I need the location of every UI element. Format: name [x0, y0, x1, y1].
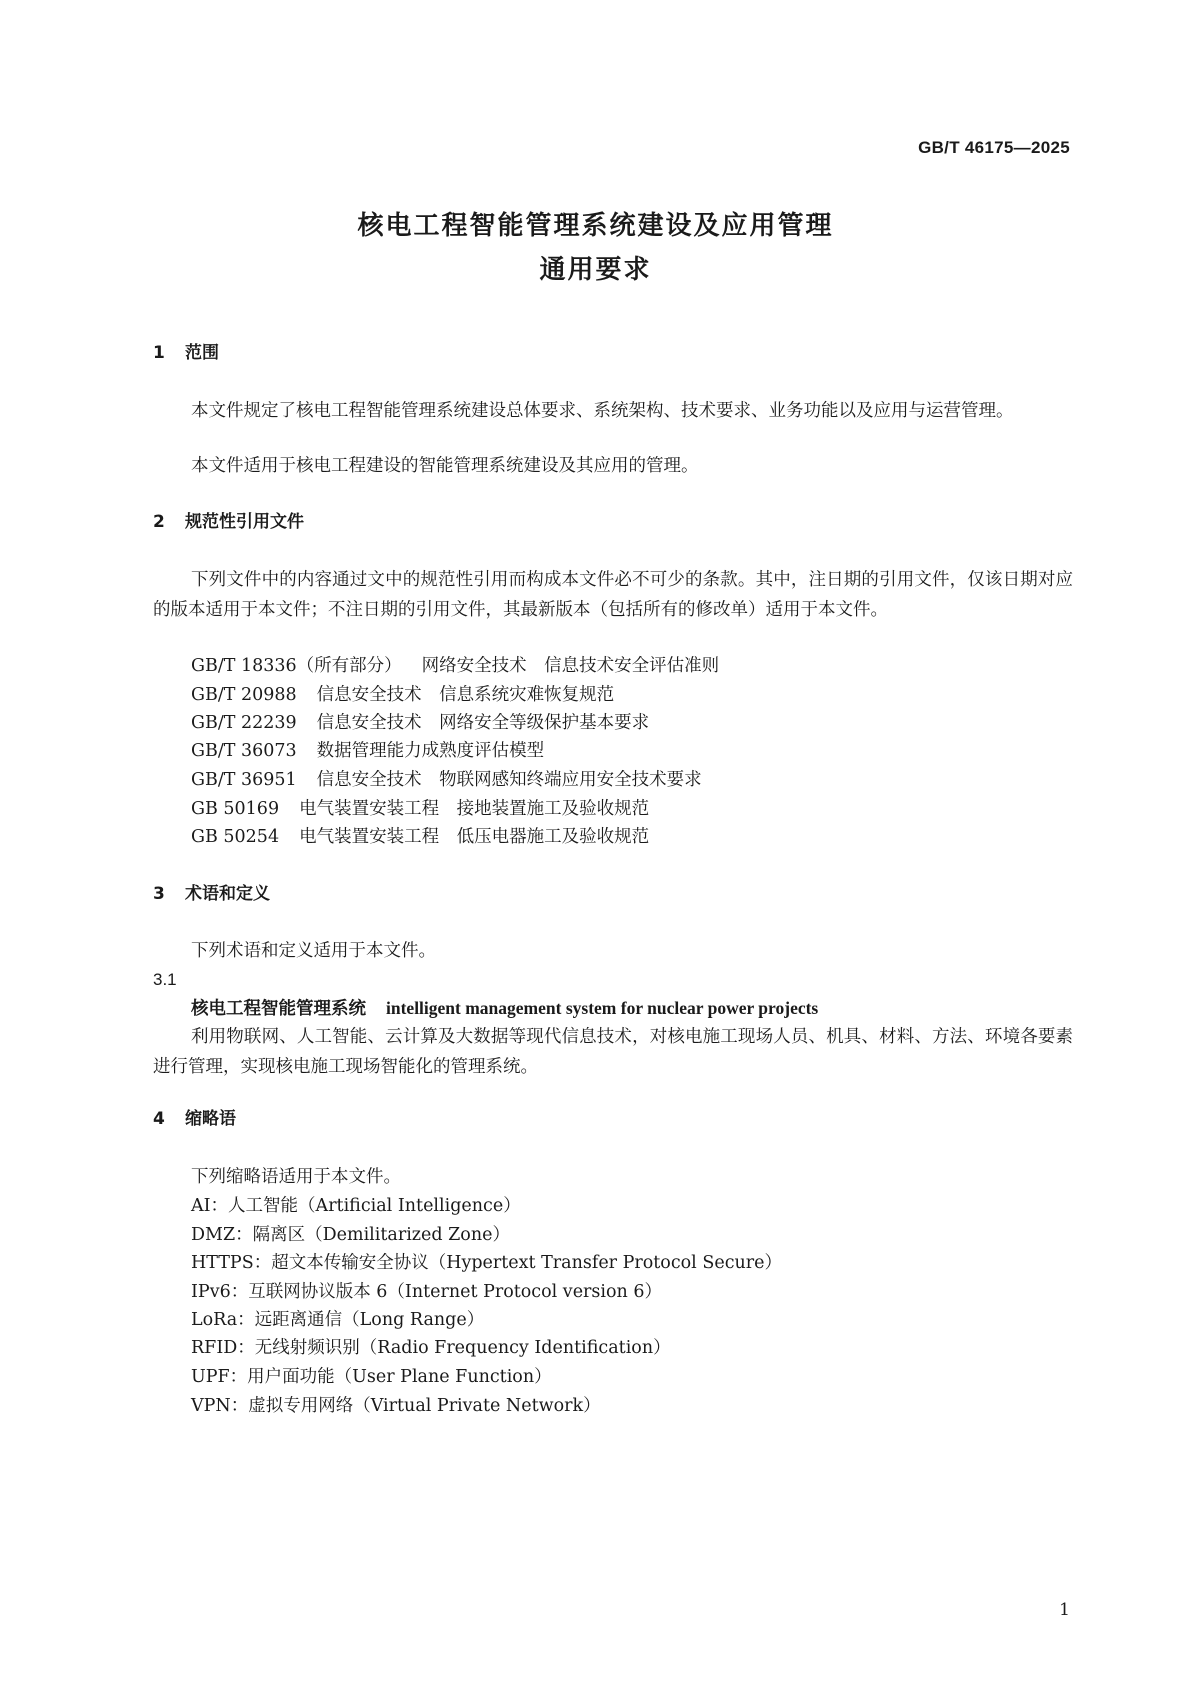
section-3-intro: 下列术语和定义适用于本文件。	[191, 941, 436, 961]
reference-title: 电气装置安装工程 接地装置施工及验收规范	[299, 799, 650, 819]
reference-code: GB/T 36073	[191, 741, 297, 761]
section-4-intro: 下列缩略语适用于本文件。	[191, 1167, 401, 1187]
reference-title: 网络安全技术 信息技术安全评估准则	[421, 656, 720, 676]
reference-code: GB/T 22239	[191, 713, 297, 733]
page-number: 1	[1059, 1600, 1070, 1620]
reference-item	[191, 736, 544, 766]
section-title: 缩略语	[185, 1109, 236, 1129]
section-number: 1	[153, 343, 165, 363]
reference-title: 信息安全技术 物联网感知终端应用安全技术要求	[316, 770, 702, 790]
reference-title: 信息安全技术 信息系统灾难恢复规范	[316, 685, 615, 705]
reference-item	[191, 822, 649, 852]
section-title: 术语和定义	[185, 884, 270, 904]
term-number: 3.1	[153, 970, 177, 989]
document-title	[0, 204, 1191, 292]
reference-title: 数据管理能力成熟度评估模型	[316, 741, 545, 761]
section-2-heading	[153, 510, 304, 534]
abbreviation-item: UPF：用户面功能（User Plane Function）	[191, 1367, 552, 1387]
section-4-heading	[153, 1107, 236, 1131]
reference-item	[191, 680, 614, 710]
reference-code: GB/T 36951	[191, 770, 297, 790]
reference-title: 信息安全技术 网络安全等级保护基本要求	[316, 713, 650, 733]
abbreviation-item: IPv6：互联网协议版本 6（Internet Protocol version 6）	[191, 1282, 662, 1302]
reference-code: GB/T 18336（所有部分）	[191, 656, 402, 676]
term-title	[191, 993, 818, 1024]
abbreviation-item: LoRa：远距离通信（Long Range）	[191, 1310, 485, 1330]
abbreviation-item: HTTPS：超文本传输安全协议（Hypertext Transfer Protocol Secure）	[191, 1253, 782, 1273]
term-english: intelligent management system for nuclear power projects	[386, 998, 819, 1018]
section-title: 范围	[185, 343, 219, 363]
reference-item	[191, 765, 702, 795]
abbreviation-item: AI：人工智能（Artificial Intelligence）	[191, 1196, 521, 1216]
section-1-paragraph-2: 本文件适用于核电工程建设的智能管理系统建设及其应用的管理。	[191, 456, 699, 476]
section-3-heading	[153, 882, 270, 906]
abbreviation-item: VPN：虚拟专用网络（Virtual Private Network）	[191, 1396, 601, 1416]
title-line-1: 核电工程智能管理系统建设及应用管理	[357, 211, 834, 241]
reference-item	[191, 708, 649, 738]
abbreviation-item: DMZ：隔离区（Demilitarized Zone）	[191, 1225, 510, 1245]
reference-item	[191, 651, 719, 681]
section-1-paragraph-1: 本文件规定了核电工程智能管理系统建设总体要求、系统架构、技术要求、业务功能以及应用与运营管理。	[191, 401, 1014, 421]
reference-code: GB 50254	[191, 827, 280, 847]
abbreviation-item: RFID：无线射频识别（Radio Frequency Identification）	[191, 1338, 671, 1358]
standard-number: GB/T 46175—2025	[918, 138, 1070, 157]
reference-title: 电气装置安装工程 低压电器施工及验收规范	[299, 827, 650, 847]
term-chinese: 核电工程智能管理系统	[191, 999, 366, 1019]
reference-item	[191, 794, 649, 824]
term-definition: 利用物联网、人工智能、云计算及大数据等现代信息技术，对核电施工现场人员、机具、材料、方法、环境各要素进行管理，实现核电施工现场智能化的管理系统。	[153, 1027, 1073, 1077]
reference-code: GB 50169	[191, 799, 280, 819]
title-line-2: 通用要求	[539, 255, 652, 285]
section-2-intro: 下列文件中的内容通过文中的规范性引用而构成本文件必不可少的条款。其中，注日期的引用文件，仅该日期对应的版本适用于本文件；不注日期的引用文件，其最新版本（包括所有的修改单）适用于本文件。	[153, 570, 1073, 620]
section-1-heading	[153, 341, 219, 365]
section-number: 3	[153, 884, 165, 904]
section-number: 4	[153, 1109, 165, 1129]
section-title: 规范性引用文件	[185, 512, 304, 532]
section-number: 2	[153, 512, 165, 532]
reference-code: GB/T 20988	[191, 685, 297, 705]
